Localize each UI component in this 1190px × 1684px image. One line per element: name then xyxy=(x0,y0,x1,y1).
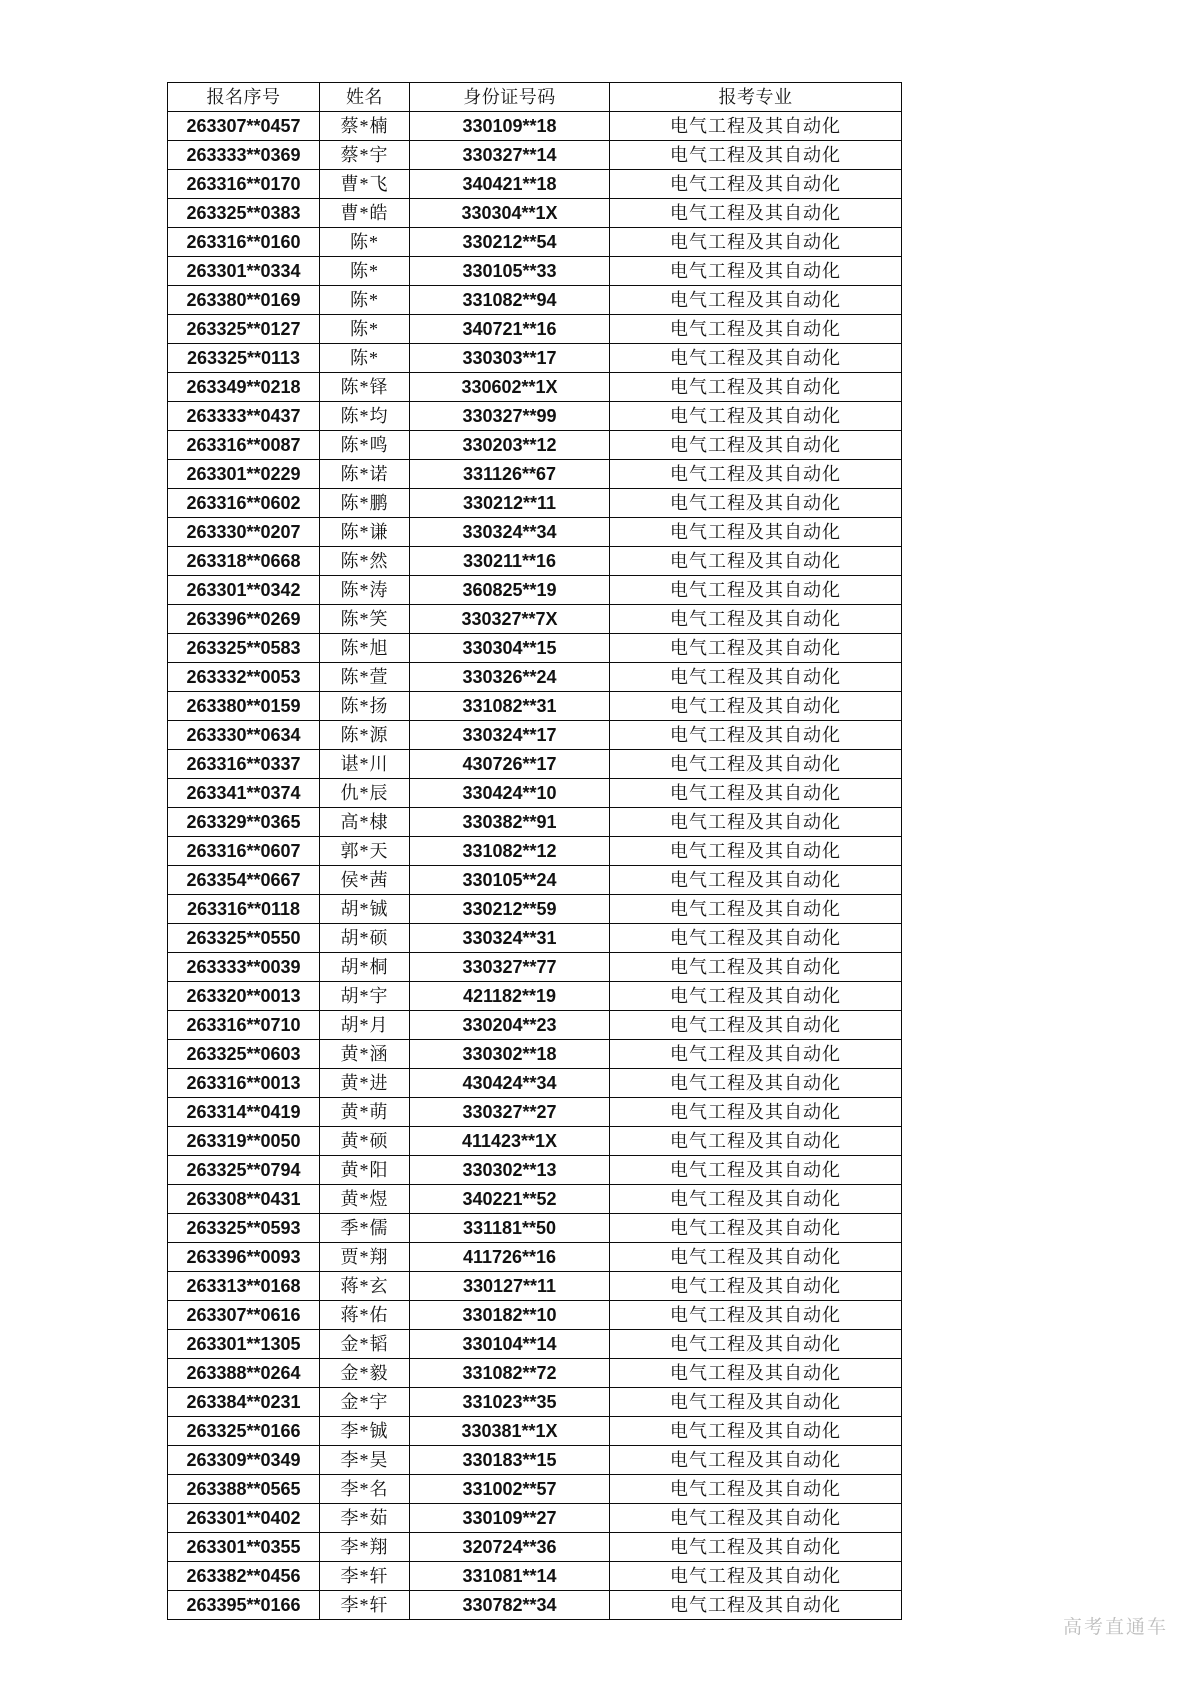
registration-number-cell: 263325**0550 xyxy=(168,924,320,953)
major-cell: 电气工程及其自动化 xyxy=(610,1185,902,1214)
id-number-cell: 330324**17 xyxy=(410,721,610,750)
table-row xyxy=(168,1504,902,1533)
applicant-name-cell: 黄*萌 xyxy=(320,1098,410,1127)
registration-number-cell: 263333**0369 xyxy=(168,141,320,170)
table-row xyxy=(168,460,902,489)
registration-number-cell: 263325**0603 xyxy=(168,1040,320,1069)
id-number-cell: 330304**15 xyxy=(410,634,610,663)
table-row xyxy=(168,1127,902,1156)
id-number-cell: 330602**1X xyxy=(410,373,610,402)
applicant-name-cell: 李*茹 xyxy=(320,1504,410,1533)
id-number-cell: 331082**72 xyxy=(410,1359,610,1388)
table-body xyxy=(168,112,902,1620)
major-cell: 电气工程及其自动化 xyxy=(610,895,902,924)
applicant-name-cell: 黄*进 xyxy=(320,1069,410,1098)
table-row xyxy=(168,344,902,373)
table-row xyxy=(168,1214,902,1243)
column-header-seq: 报名序号 xyxy=(168,83,320,112)
id-number-cell: 421182**19 xyxy=(410,982,610,1011)
table-row xyxy=(168,170,902,199)
major-cell: 电气工程及其自动化 xyxy=(610,1446,902,1475)
applicant-name-cell: 曹*飞 xyxy=(320,170,410,199)
table-row xyxy=(168,402,902,431)
table-row xyxy=(168,1446,902,1475)
id-number-cell: 330324**31 xyxy=(410,924,610,953)
applicant-name-cell: 陈*然 xyxy=(320,547,410,576)
id-number-cell: 330424**10 xyxy=(410,779,610,808)
registration-number-cell: 263313**0168 xyxy=(168,1272,320,1301)
applicant-name-cell: 蔡*楠 xyxy=(320,112,410,141)
applicant-name-cell: 李*轩 xyxy=(320,1562,410,1591)
table-row xyxy=(168,1185,902,1214)
applicant-name-cell: 胡*宇 xyxy=(320,982,410,1011)
registration-number-cell: 263301**1305 xyxy=(168,1330,320,1359)
registration-number-cell: 263354**0667 xyxy=(168,866,320,895)
id-number-cell: 330105**24 xyxy=(410,866,610,895)
id-number-cell: 330327**99 xyxy=(410,402,610,431)
table-row xyxy=(168,286,902,315)
id-number-cell: 331126**67 xyxy=(410,460,610,489)
applicant-name-cell: 蔡*宇 xyxy=(320,141,410,170)
id-number-cell: 340421**18 xyxy=(410,170,610,199)
major-cell: 电气工程及其自动化 xyxy=(610,1504,902,1533)
applicant-name-cell: 陈*源 xyxy=(320,721,410,750)
table-header xyxy=(168,83,902,112)
table-row xyxy=(168,1417,902,1446)
id-number-cell: 331023**35 xyxy=(410,1388,610,1417)
applicant-name-cell: 陈* xyxy=(320,286,410,315)
id-number-cell: 330182**10 xyxy=(410,1301,610,1330)
id-number-cell: 330302**13 xyxy=(410,1156,610,1185)
major-cell: 电气工程及其自动化 xyxy=(610,344,902,373)
major-cell: 电气工程及其自动化 xyxy=(610,634,902,663)
table-row xyxy=(168,663,902,692)
id-number-cell: 330326**24 xyxy=(410,663,610,692)
column-header-major: 报考专业 xyxy=(610,83,902,112)
table-row xyxy=(168,1098,902,1127)
id-number-cell: 330212**11 xyxy=(410,489,610,518)
applicant-name-cell: 李*翔 xyxy=(320,1533,410,1562)
id-number-cell: 331181**50 xyxy=(410,1214,610,1243)
table-row xyxy=(168,1475,902,1504)
applicant-name-cell: 胡*桐 xyxy=(320,953,410,982)
roster-table-container xyxy=(167,82,901,1620)
applicant-name-cell: 贾*翔 xyxy=(320,1243,410,1272)
table-row xyxy=(168,1156,902,1185)
table-row xyxy=(168,257,902,286)
major-cell: 电气工程及其自动化 xyxy=(610,141,902,170)
registration-number-cell: 263325**0127 xyxy=(168,315,320,344)
column-header-name: 姓名 xyxy=(320,83,410,112)
applicant-name-cell: 陈*均 xyxy=(320,402,410,431)
applicant-name-cell: 陈*铎 xyxy=(320,373,410,402)
id-number-cell: 331081**14 xyxy=(410,1562,610,1591)
table-row xyxy=(168,779,902,808)
id-number-cell: 330327**7X xyxy=(410,605,610,634)
registration-number-cell: 263316**0087 xyxy=(168,431,320,460)
major-cell: 电气工程及其自动化 xyxy=(610,112,902,141)
applicant-name-cell: 黄*阳 xyxy=(320,1156,410,1185)
applicant-name-cell: 陈*涛 xyxy=(320,576,410,605)
id-number-cell: 330105**33 xyxy=(410,257,610,286)
id-number-cell: 330127**11 xyxy=(410,1272,610,1301)
registration-number-cell: 263388**0565 xyxy=(168,1475,320,1504)
column-header-id: 身份证号码 xyxy=(410,83,610,112)
id-number-cell: 330382**91 xyxy=(410,808,610,837)
registration-number-cell: 263316**0013 xyxy=(168,1069,320,1098)
table-row xyxy=(168,837,902,866)
registration-number-cell: 263325**0794 xyxy=(168,1156,320,1185)
major-cell: 电气工程及其自动化 xyxy=(610,431,902,460)
major-cell: 电气工程及其自动化 xyxy=(610,1156,902,1185)
applicant-name-cell: 陈* xyxy=(320,228,410,257)
table-row xyxy=(168,1359,902,1388)
table-row xyxy=(168,576,902,605)
id-number-cell: 330381**1X xyxy=(410,1417,610,1446)
registration-number-cell: 263309**0349 xyxy=(168,1446,320,1475)
registration-number-cell: 263318**0668 xyxy=(168,547,320,576)
id-number-cell: 331002**57 xyxy=(410,1475,610,1504)
applicant-name-cell: 金*毅 xyxy=(320,1359,410,1388)
applicant-name-cell: 陈*谦 xyxy=(320,518,410,547)
table-row xyxy=(168,1330,902,1359)
table-row xyxy=(168,1243,902,1272)
id-number-cell: 330212**54 xyxy=(410,228,610,257)
major-cell: 电气工程及其自动化 xyxy=(610,779,902,808)
applicant-name-cell: 郭*天 xyxy=(320,837,410,866)
applicant-name-cell: 金*宇 xyxy=(320,1388,410,1417)
registration-number-cell: 263301**0229 xyxy=(168,460,320,489)
major-cell: 电气工程及其自动化 xyxy=(610,315,902,344)
id-number-cell: 330104**14 xyxy=(410,1330,610,1359)
registration-number-cell: 263380**0169 xyxy=(168,286,320,315)
applicant-name-cell: 陈*扬 xyxy=(320,692,410,721)
table-row xyxy=(168,692,902,721)
table-row xyxy=(168,1591,902,1620)
registration-number-cell: 263314**0419 xyxy=(168,1098,320,1127)
table-row xyxy=(168,1388,902,1417)
table-row xyxy=(168,228,902,257)
applicant-name-cell: 陈*鹏 xyxy=(320,489,410,518)
major-cell: 电气工程及其自动化 xyxy=(610,1243,902,1272)
table-row xyxy=(168,489,902,518)
registration-number-cell: 263330**0634 xyxy=(168,721,320,750)
registration-number-cell: 263349**0218 xyxy=(168,373,320,402)
major-cell: 电气工程及其自动化 xyxy=(610,489,902,518)
table-row xyxy=(168,1562,902,1591)
registration-number-cell: 263301**0334 xyxy=(168,257,320,286)
major-cell: 电气工程及其自动化 xyxy=(610,837,902,866)
registration-number-cell: 263316**0170 xyxy=(168,170,320,199)
id-number-cell: 330183**15 xyxy=(410,1446,610,1475)
applicant-name-cell: 黄*煜 xyxy=(320,1185,410,1214)
applicant-name-cell: 曹*皓 xyxy=(320,199,410,228)
major-cell: 电气工程及其自动化 xyxy=(610,953,902,982)
table-row xyxy=(168,199,902,228)
applicant-name-cell: 陈*鸣 xyxy=(320,431,410,460)
table-header-row xyxy=(168,83,902,112)
major-cell: 电气工程及其自动化 xyxy=(610,750,902,779)
registration-number-cell: 263395**0166 xyxy=(168,1591,320,1620)
id-number-cell: 330203**12 xyxy=(410,431,610,460)
applicant-name-cell: 陈*笑 xyxy=(320,605,410,634)
applicant-name-cell: 黄*涵 xyxy=(320,1040,410,1069)
table-row xyxy=(168,547,902,576)
table-row xyxy=(168,866,902,895)
registration-number-cell: 263316**0710 xyxy=(168,1011,320,1040)
registration-number-cell: 263308**0431 xyxy=(168,1185,320,1214)
id-number-cell: 430726**17 xyxy=(410,750,610,779)
table-row xyxy=(168,634,902,663)
applicant-name-cell: 胡*铖 xyxy=(320,895,410,924)
major-cell: 电气工程及其自动化 xyxy=(610,866,902,895)
major-cell: 电气工程及其自动化 xyxy=(610,982,902,1011)
registration-number-cell: 263301**0342 xyxy=(168,576,320,605)
applicant-name-cell: 陈*诺 xyxy=(320,460,410,489)
major-cell: 电气工程及其自动化 xyxy=(610,1098,902,1127)
id-number-cell: 330324**34 xyxy=(410,518,610,547)
id-number-cell: 340721**16 xyxy=(410,315,610,344)
major-cell: 电气工程及其自动化 xyxy=(610,692,902,721)
major-cell: 电气工程及其自动化 xyxy=(610,1127,902,1156)
id-number-cell: 330327**14 xyxy=(410,141,610,170)
table-row xyxy=(168,953,902,982)
registration-number-cell: 263316**0607 xyxy=(168,837,320,866)
registration-number-cell: 263320**0013 xyxy=(168,982,320,1011)
applicant-name-cell: 陈* xyxy=(320,315,410,344)
id-number-cell: 330212**59 xyxy=(410,895,610,924)
applicant-name-cell: 李*轩 xyxy=(320,1591,410,1620)
id-number-cell: 331082**31 xyxy=(410,692,610,721)
applicant-name-cell: 季*儒 xyxy=(320,1214,410,1243)
applicant-name-cell: 高*棣 xyxy=(320,808,410,837)
registration-number-cell: 263382**0456 xyxy=(168,1562,320,1591)
major-cell: 电气工程及其自动化 xyxy=(610,1301,902,1330)
major-cell: 电气工程及其自动化 xyxy=(610,1214,902,1243)
id-number-cell: 411726**16 xyxy=(410,1243,610,1272)
major-cell: 电气工程及其自动化 xyxy=(610,1359,902,1388)
applicant-name-cell: 李*铖 xyxy=(320,1417,410,1446)
id-number-cell: 320724**36 xyxy=(410,1533,610,1562)
table-row xyxy=(168,1272,902,1301)
table-row xyxy=(168,895,902,924)
registration-number-cell: 263325**0166 xyxy=(168,1417,320,1446)
id-number-cell: 330109**18 xyxy=(410,112,610,141)
id-number-cell: 331082**12 xyxy=(410,837,610,866)
registration-number-cell: 263316**0337 xyxy=(168,750,320,779)
id-number-cell: 330109**27 xyxy=(410,1504,610,1533)
registration-number-cell: 263333**0437 xyxy=(168,402,320,431)
table-row xyxy=(168,518,902,547)
applicant-name-cell: 李*名 xyxy=(320,1475,410,1504)
id-number-cell: 360825**19 xyxy=(410,576,610,605)
id-number-cell: 330211**16 xyxy=(410,547,610,576)
applicant-name-cell: 陈* xyxy=(320,257,410,286)
table-row xyxy=(168,315,902,344)
major-cell: 电气工程及其自动化 xyxy=(610,576,902,605)
registration-number-cell: 263319**0050 xyxy=(168,1127,320,1156)
major-cell: 电气工程及其自动化 xyxy=(610,1011,902,1040)
applicant-name-cell: 胡*月 xyxy=(320,1011,410,1040)
major-cell: 电气工程及其自动化 xyxy=(610,1272,902,1301)
registration-number-cell: 263316**0160 xyxy=(168,228,320,257)
registration-number-cell: 263307**0457 xyxy=(168,112,320,141)
applicant-name-cell: 金*韬 xyxy=(320,1330,410,1359)
major-cell: 电气工程及其自动化 xyxy=(610,1330,902,1359)
major-cell: 电气工程及其自动化 xyxy=(610,1475,902,1504)
registration-number-cell: 263330**0207 xyxy=(168,518,320,547)
applicant-name-cell: 侯*茜 xyxy=(320,866,410,895)
applicant-name-cell: 仇*辰 xyxy=(320,779,410,808)
major-cell: 电气工程及其自动化 xyxy=(610,547,902,576)
id-number-cell: 411423**1X xyxy=(410,1127,610,1156)
table-row xyxy=(168,982,902,1011)
table-row xyxy=(168,431,902,460)
applicant-name-cell: 胡*硕 xyxy=(320,924,410,953)
applicant-name-cell: 蒋*佑 xyxy=(320,1301,410,1330)
table-row xyxy=(168,924,902,953)
major-cell: 电气工程及其自动化 xyxy=(610,257,902,286)
applicant-name-cell: 陈* xyxy=(320,344,410,373)
applicant-name-cell: 黄*硕 xyxy=(320,1127,410,1156)
registration-number-cell: 263301**0402 xyxy=(168,1504,320,1533)
major-cell: 电气工程及其自动化 xyxy=(610,1562,902,1591)
registration-number-cell: 263325**0383 xyxy=(168,199,320,228)
table-row xyxy=(168,1301,902,1330)
applicant-name-cell: 谌*川 xyxy=(320,750,410,779)
major-cell: 电气工程及其自动化 xyxy=(610,1069,902,1098)
table-row xyxy=(168,605,902,634)
id-number-cell: 330327**77 xyxy=(410,953,610,982)
registration-number-cell: 263333**0039 xyxy=(168,953,320,982)
major-cell: 电气工程及其自动化 xyxy=(610,373,902,402)
major-cell: 电气工程及其自动化 xyxy=(610,402,902,431)
table-row xyxy=(168,141,902,170)
id-number-cell: 430424**34 xyxy=(410,1069,610,1098)
id-number-cell: 330782**34 xyxy=(410,1591,610,1620)
table-row xyxy=(168,1011,902,1040)
major-cell: 电气工程及其自动化 xyxy=(610,460,902,489)
id-number-cell: 330327**27 xyxy=(410,1098,610,1127)
registration-number-cell: 263329**0365 xyxy=(168,808,320,837)
major-cell: 电气工程及其自动化 xyxy=(610,1388,902,1417)
major-cell: 电气工程及其自动化 xyxy=(610,228,902,257)
table-row xyxy=(168,373,902,402)
major-cell: 电气工程及其自动化 xyxy=(610,1591,902,1620)
table-row xyxy=(168,721,902,750)
registration-number-cell: 263301**0355 xyxy=(168,1533,320,1562)
id-number-cell: 330304**1X xyxy=(410,199,610,228)
roster-table xyxy=(167,82,902,1620)
registration-number-cell: 263396**0269 xyxy=(168,605,320,634)
registration-number-cell: 263380**0159 xyxy=(168,692,320,721)
id-number-cell: 340221**52 xyxy=(410,1185,610,1214)
id-number-cell: 330302**18 xyxy=(410,1040,610,1069)
registration-number-cell: 263332**0053 xyxy=(168,663,320,692)
applicant-name-cell: 陈*萱 xyxy=(320,663,410,692)
registration-number-cell: 263325**0583 xyxy=(168,634,320,663)
major-cell: 电气工程及其自动化 xyxy=(610,808,902,837)
major-cell: 电气工程及其自动化 xyxy=(610,170,902,199)
registration-number-cell: 263341**0374 xyxy=(168,779,320,808)
major-cell: 电气工程及其自动化 xyxy=(610,286,902,315)
id-number-cell: 330204**23 xyxy=(410,1011,610,1040)
id-number-cell: 330303**17 xyxy=(410,344,610,373)
major-cell: 电气工程及其自动化 xyxy=(610,924,902,953)
applicant-name-cell: 陈*旭 xyxy=(320,634,410,663)
table-row xyxy=(168,750,902,779)
registration-number-cell: 263384**0231 xyxy=(168,1388,320,1417)
major-cell: 电气工程及其自动化 xyxy=(610,518,902,547)
major-cell: 电气工程及其自动化 xyxy=(610,199,902,228)
major-cell: 电气工程及其自动化 xyxy=(610,1533,902,1562)
id-number-cell: 331082**94 xyxy=(410,286,610,315)
major-cell: 电气工程及其自动化 xyxy=(610,1040,902,1069)
major-cell: 电气工程及其自动化 xyxy=(610,1417,902,1446)
watermark: 高考直通车 xyxy=(1062,1617,1168,1638)
registration-number-cell: 263325**0593 xyxy=(168,1214,320,1243)
table-row xyxy=(168,808,902,837)
table-row xyxy=(168,1069,902,1098)
registration-number-cell: 263325**0113 xyxy=(168,344,320,373)
major-cell: 电气工程及其自动化 xyxy=(610,663,902,692)
major-cell: 电气工程及其自动化 xyxy=(610,605,902,634)
registration-number-cell: 263316**0602 xyxy=(168,489,320,518)
applicant-name-cell: 李*昊 xyxy=(320,1446,410,1475)
applicant-name-cell: 蒋*玄 xyxy=(320,1272,410,1301)
table-row xyxy=(168,1040,902,1069)
table-row xyxy=(168,1533,902,1562)
registration-number-cell: 263388**0264 xyxy=(168,1359,320,1388)
registration-number-cell: 263316**0118 xyxy=(168,895,320,924)
registration-number-cell: 263396**0093 xyxy=(168,1243,320,1272)
major-cell: 电气工程及其自动化 xyxy=(610,721,902,750)
registration-number-cell: 263307**0616 xyxy=(168,1301,320,1330)
table-row xyxy=(168,112,902,141)
